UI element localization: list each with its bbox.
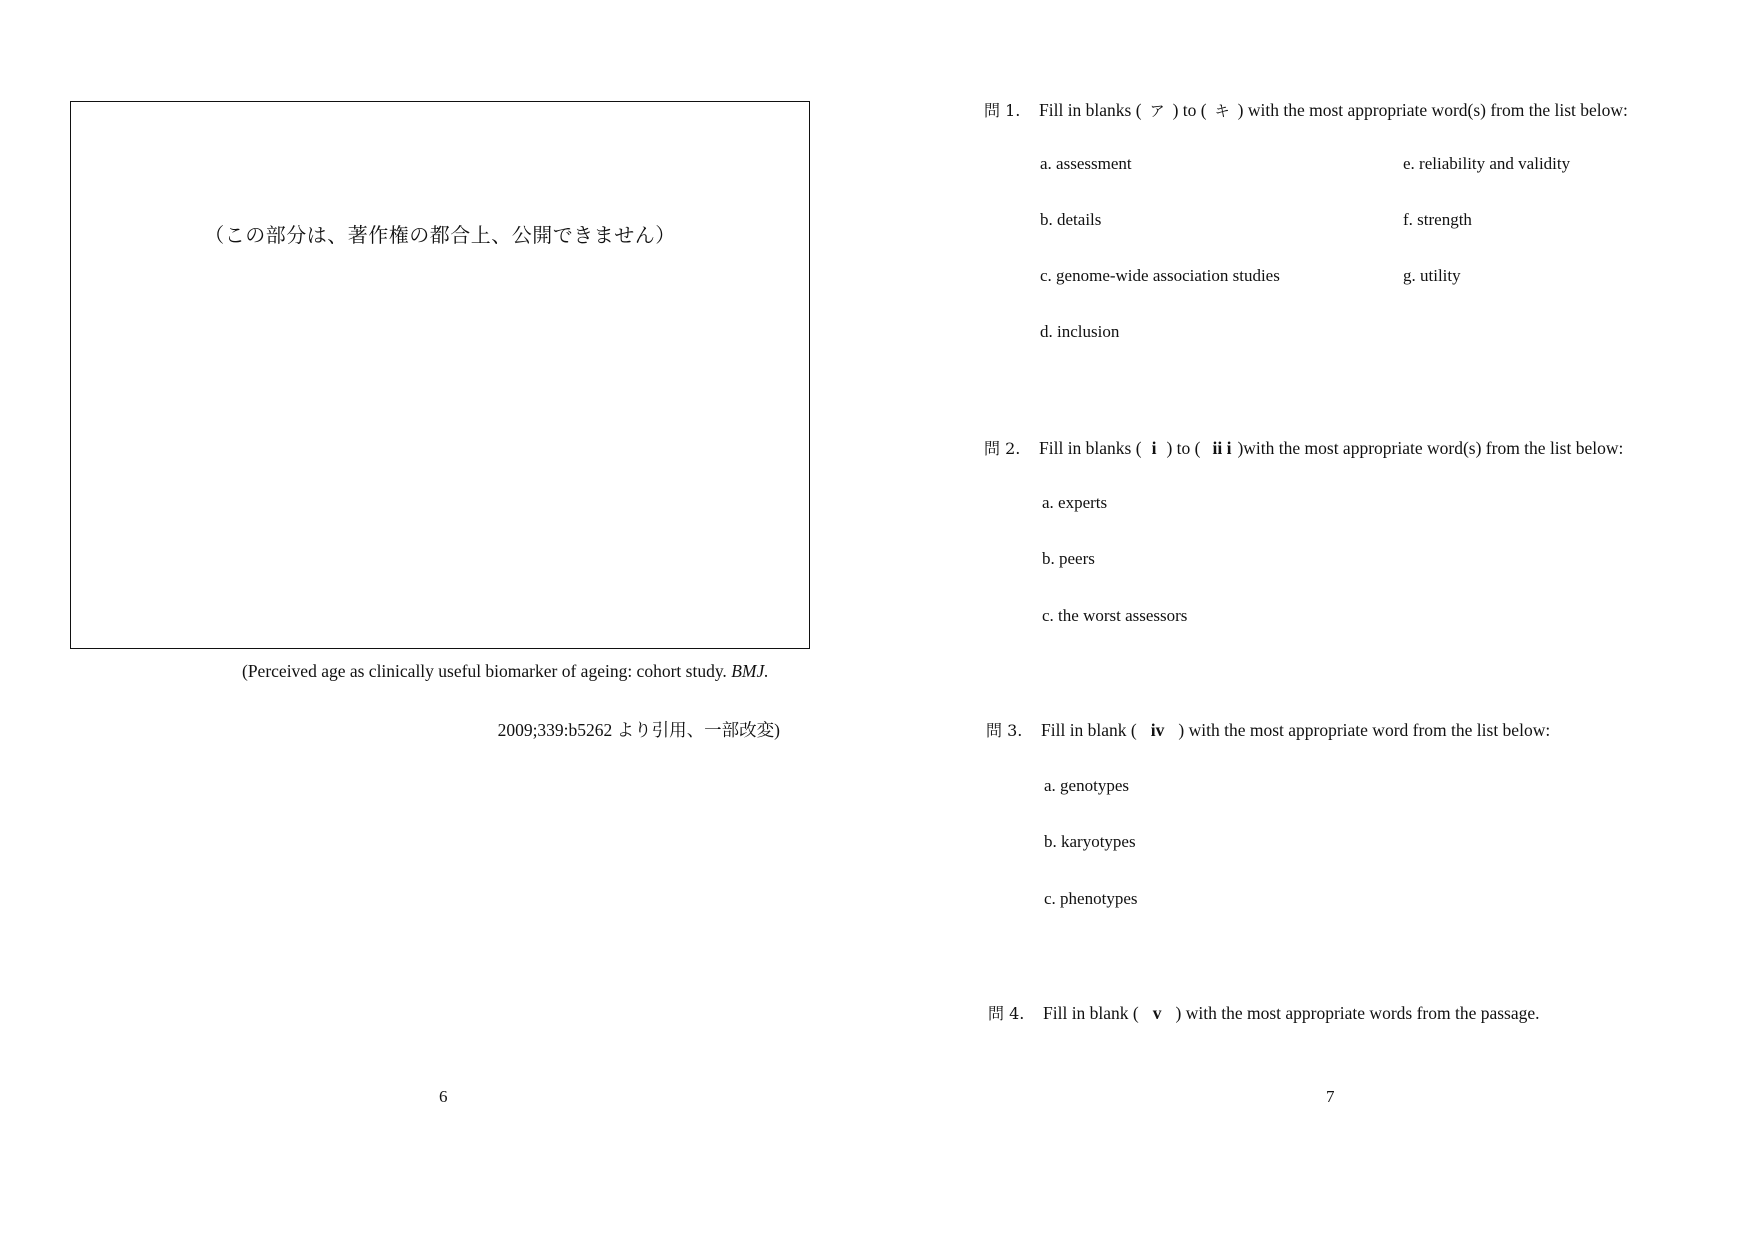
right-page [877, 0, 1754, 1241]
question-2-suffix: )with the most appropriate word(s) from the list below: [1237, 438, 1624, 458]
question-3-blank: iv [1150, 720, 1165, 740]
question-4-number: 問 4. [988, 1004, 1025, 1023]
citation-line-2: 2009;339:b5262 より引用、一部改変) [497, 720, 780, 740]
citation-text: (Perceived age as clinically useful biomarker of ageing: cohort study. [242, 661, 732, 681]
page-number-right: 7 [1326, 1087, 1335, 1106]
question-4-blank: v [1152, 1003, 1162, 1023]
question-4 [988, 1001, 1540, 1024]
question-1 [984, 98, 1628, 121]
q1-option: e. reliability and validity [1403, 154, 1571, 173]
question-1-blank-end: キ [1214, 102, 1230, 120]
question-2-blank-end: ii i [1212, 438, 1232, 458]
question-4-prefix: Fill in blank ( [1043, 1003, 1139, 1023]
q3-option: b. karyotypes [1044, 832, 1136, 851]
q2-option: a. experts [1042, 493, 1108, 512]
left-page [0, 0, 877, 1241]
question-3-prefix: Fill in blank ( [1041, 720, 1137, 740]
page-number-left: 6 [439, 1087, 448, 1106]
citation-journal: BMJ. [731, 661, 769, 681]
q1-option: b. details [1040, 210, 1102, 229]
question-2-blank-start: i [1151, 438, 1157, 458]
q3-option: c. phenotypes [1044, 889, 1138, 908]
question-2-number: 問 2. [984, 439, 1021, 458]
q1-option: c. genome-wide association studies [1040, 266, 1280, 285]
question-2-middle: ) to ( [1166, 438, 1201, 458]
copyright-placeholder-box [70, 101, 810, 649]
question-1-suffix: ) with the most appropriate word(s) from the list below: [1237, 100, 1628, 120]
q1-option: a. assessment [1040, 154, 1132, 173]
q1-option: d. inclusion [1040, 322, 1120, 341]
question-1-blank-start: ア [1149, 102, 1165, 120]
q1-option: f. strength [1403, 210, 1472, 229]
q2-option: c. the worst assessors [1042, 606, 1188, 625]
q2-option: b. peers [1042, 549, 1095, 568]
question-1-number: 問 1. [984, 101, 1021, 120]
copyright-notice: （この部分は、著作権の都合上、公開できません） [204, 223, 676, 247]
citation-line-1 [242, 661, 769, 682]
question-3-number: 問 3. [986, 721, 1023, 740]
question-1-middle: ) to ( [1172, 100, 1207, 120]
question-3-suffix: ) with the most appropriate word from the list below: [1178, 720, 1551, 740]
question-3 [986, 718, 1550, 741]
question-2 [984, 436, 1623, 459]
question-2-prefix: Fill in blanks ( [1039, 438, 1142, 458]
question-1-prefix: Fill in blanks ( [1039, 100, 1142, 120]
q3-option: a. genotypes [1044, 776, 1129, 795]
question-4-suffix: ) with the most appropriate words from the passage. [1175, 1003, 1540, 1023]
q1-option: g. utility [1403, 266, 1461, 285]
